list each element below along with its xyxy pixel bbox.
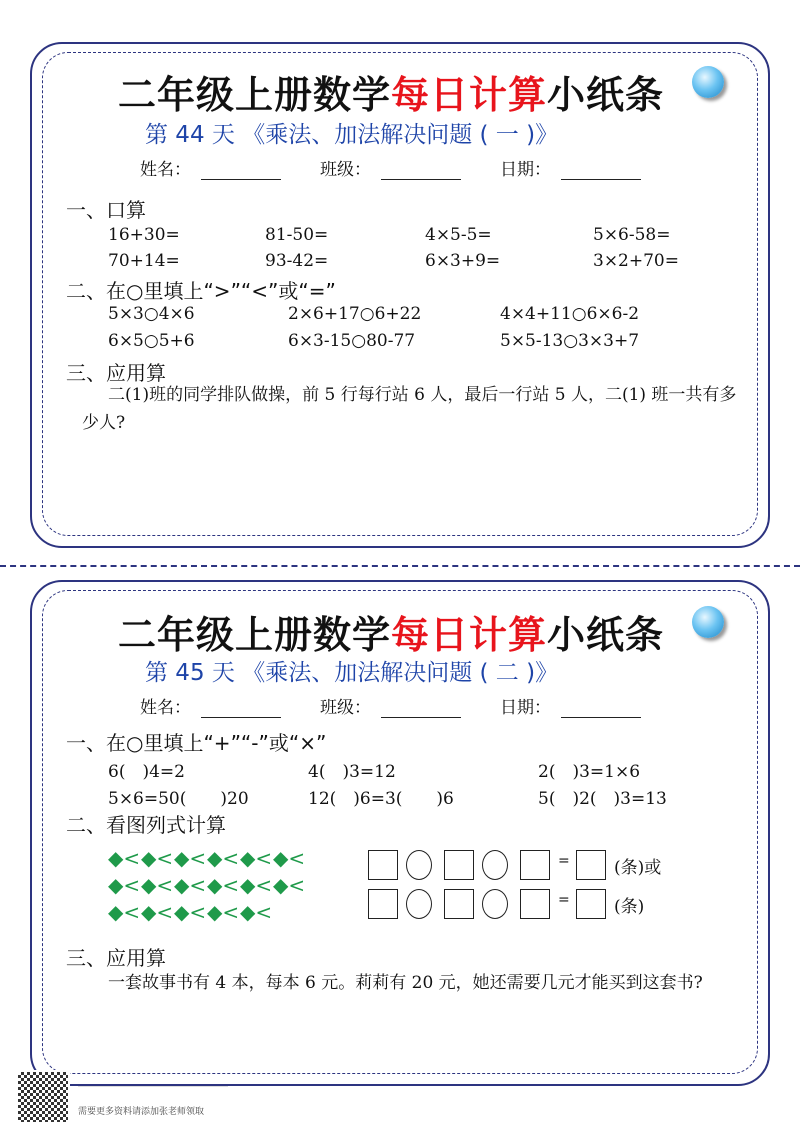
section-heading: 一、在○里填上“+”“-”或“×” xyxy=(66,731,327,755)
fill-problem: 5( )2( )3=13 xyxy=(538,789,667,809)
ball-icon xyxy=(692,66,724,98)
fish-icon: ◆< xyxy=(108,846,141,870)
fill-problem: 4( )3=12 xyxy=(308,762,396,782)
worksheet-subtitle: 第 45 天 《乘法、加法解决问题 ( 二 )》 xyxy=(145,660,559,686)
fish-icon: ◆< xyxy=(174,873,207,897)
date-field[interactable]: 日期： xyxy=(500,693,641,718)
oral-problem: 6×3+9= xyxy=(425,251,501,271)
name-field[interactable]: 姓名： xyxy=(140,693,281,718)
ball-icon xyxy=(692,606,724,638)
fill-problem: 5×6=50( )20 xyxy=(108,789,249,809)
fish-icon: ◆< xyxy=(240,900,273,924)
date-field[interactable]: 日期： xyxy=(500,155,641,180)
fish-icon: ◆< xyxy=(207,846,240,870)
oral-problem: 16+30= xyxy=(108,225,180,245)
oral-problem: 4×5-5= xyxy=(425,225,492,245)
worksheet-subtitle: 第 44 天 《乘法、加法解决问题 ( 一 )》 xyxy=(145,122,559,148)
oral-problem: 81-50= xyxy=(265,225,329,245)
worksheet-title: 二年级上册数学每日计算小纸条 xyxy=(118,613,665,657)
compare-problem: 5×3○4×6 xyxy=(108,304,195,324)
compare-problem: 6×5○5+6 xyxy=(108,331,195,351)
section-heading: 二、在○里填上“>”“<”或“=” xyxy=(66,279,336,303)
fill-problem: 12( )6=3( )6 xyxy=(308,789,454,809)
fish-icon: ◆< xyxy=(141,873,174,897)
section-heading: 一、口算 xyxy=(66,198,146,222)
fish-icon: ◆< xyxy=(174,846,207,870)
fish-icon: ◆< xyxy=(174,900,207,924)
fish-icon: ◆< xyxy=(273,873,306,897)
class-field[interactable]: 班级： xyxy=(320,693,461,718)
section-heading: 三、应用算 xyxy=(66,946,166,970)
fish-icon: ◆< xyxy=(108,873,141,897)
fish-icon: ◆< xyxy=(141,846,174,870)
oral-problem: 5×6-58= xyxy=(593,225,671,245)
fish-icon: ◆< xyxy=(240,873,273,897)
fill-problem: 6( )4=2 xyxy=(108,762,185,782)
cut-line xyxy=(0,565,800,567)
fill-problem: 2( )3=1×6 xyxy=(538,762,641,782)
fish-icon: ◆< xyxy=(141,900,174,924)
fish-icon: ◆< xyxy=(207,873,240,897)
section-heading: 二、看图列式计算 xyxy=(66,813,226,837)
fish-icon: ◆< xyxy=(273,846,306,870)
fish-icon: ◆< xyxy=(240,846,273,870)
oral-problem: 3×2+70= xyxy=(593,251,679,271)
qr-code xyxy=(16,1070,70,1124)
name-field[interactable]: 姓名： xyxy=(140,155,281,180)
oral-problem: 93-42= xyxy=(265,251,329,271)
compare-problem: 6×3-15○80-77 xyxy=(288,331,416,351)
fish-icon: ◆< xyxy=(108,900,141,924)
compare-problem: 4×4+11○6×6-2 xyxy=(500,304,640,324)
compare-problem: 5×5-13○3×3+7 xyxy=(500,331,640,351)
word-problem: 二(1)班的同学排队做操，前 5 行每行站 6 人，最后一行站 5 人，二(1) 班一共有多少人? xyxy=(82,385,737,433)
fish-icon: ◆< xyxy=(207,900,240,924)
word-problem: 一套故事书有 4 本，每本 6 元。莉莉有 20 元，她还需要几元才能买到这套书? xyxy=(108,973,703,993)
compare-problem: 2×6+17○6+22 xyxy=(288,304,422,324)
section-heading: 三、应用算 xyxy=(66,361,166,385)
oral-problem: 70+14= xyxy=(108,251,180,271)
class-field[interactable]: 班级： xyxy=(320,155,461,180)
worksheet-title: 二年级上册数学每日计算小纸条 xyxy=(118,73,665,117)
footer-note: 需要更多资料请添加张老师领取 xyxy=(78,1107,205,1117)
